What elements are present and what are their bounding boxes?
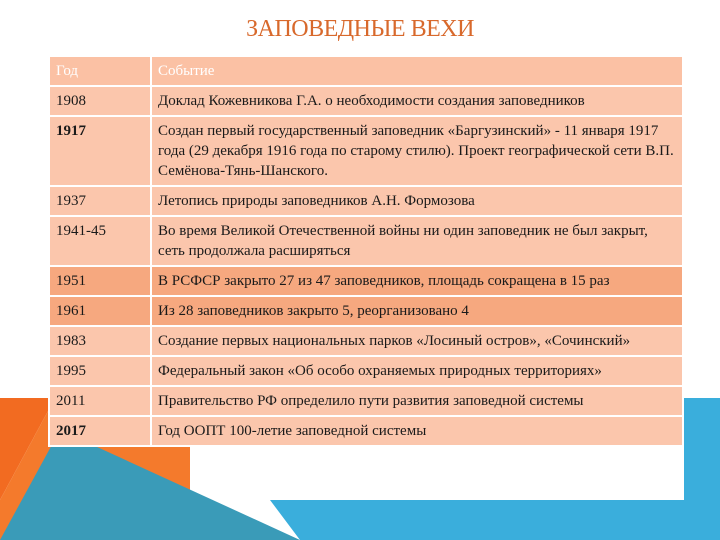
year-cell: 1951	[49, 266, 151, 296]
table-row	[49, 326, 683, 356]
year-cell: 1917	[49, 116, 151, 186]
table-row	[49, 116, 683, 186]
table-header	[49, 56, 683, 86]
event-cell: Правительство РФ определило пути развития заповедной системы	[151, 386, 683, 416]
milestones-table	[48, 55, 684, 447]
year-cell: 2017	[49, 416, 151, 446]
year-cell: 1995	[49, 356, 151, 386]
event-cell: Создание первых национальных парков «Лосиный остров», «Сочинский»	[151, 326, 683, 356]
year-cell: 2011	[49, 386, 151, 416]
event-cell: Во время Великой Отечественной войны ни один заповедник не был закрыт, сеть продолжала расширяться	[151, 216, 683, 266]
table-row	[49, 356, 683, 386]
year-cell: 1908	[49, 86, 151, 116]
year-cell: 1937	[49, 186, 151, 216]
event-cell: Доклад Кожевникова Г.А. о необходимости создания заповедников	[151, 86, 683, 116]
event-cell: Создан первый государственный заповедник «Баргузинский» - 11 января 1917 года (29 декабря 1916 года по старому стилю). Проект географической сети В.П. Семёнова-Тянь-Шанского.	[151, 116, 683, 186]
page-title: ЗАПОВЕДНЫЕ ВЕХИ	[246, 16, 474, 42]
year-cell: 1961	[49, 296, 151, 326]
year-cell: 1941-45	[49, 216, 151, 266]
table-row	[49, 386, 683, 416]
event-cell: В РСФСР закрыто 27 из 47 заповедников, площадь сокращена в 15 раз	[151, 266, 683, 296]
table-row	[49, 216, 683, 266]
table-row	[49, 86, 683, 116]
header-event: Событие	[151, 56, 683, 86]
event-cell: Летопись природы заповедников А.Н. Формозова	[151, 186, 683, 216]
event-cell: Федеральный закон «Об особо охраняемых природных территориях»	[151, 356, 683, 386]
event-cell: Из 28 заповедников закрыто 5, реорганизовано 4	[151, 296, 683, 326]
event-cell: Год ООПТ 100-летие заповедной системы	[151, 416, 683, 446]
table-row	[49, 186, 683, 216]
year-cell: 1983	[49, 326, 151, 356]
table-row	[49, 266, 683, 296]
table-row	[49, 416, 683, 446]
header-year: Год	[49, 56, 151, 86]
table-row	[49, 296, 683, 326]
